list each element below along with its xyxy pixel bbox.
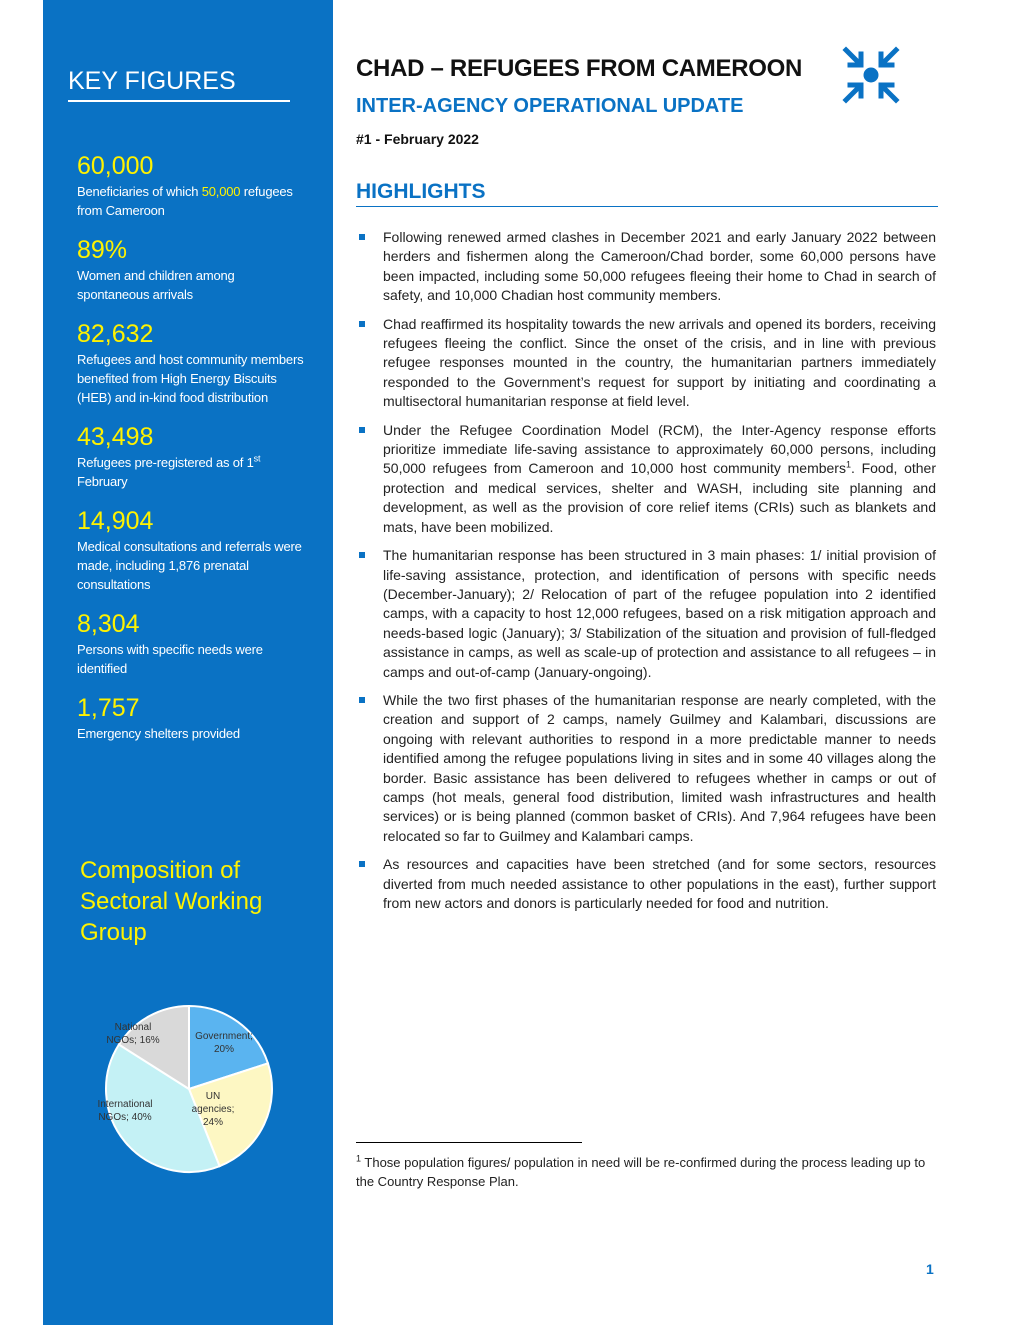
key-figures-list [77,150,307,757]
key-figure-value: 14,904 [77,507,154,535]
bullet-square-icon [359,697,365,703]
key-figure-value: 89% [77,236,128,264]
key-figure-item [77,505,307,594]
highlight-text: The humanitarian response has been structured in 3 main phases: 1/ initial provision of life-saving assistance, protection, and identification of persons with specific needs (December-January); 2/ Relocation of part of the refugee population into 2 identified camps, with a capacity to host 12,000 refugees, based on a risk mitigation approach and needs-based logic (January); 3/ Stabilization of the situation and provision of full-fledged assistance in camps, as well as scale-up of protection and assistance to all refugees – in camps and out-of-camp (January-ongoing). [383,547,936,680]
highlight-text: . Food, other protection and medical services, shelter and WASH, including site planning and development, as well as the provision of core relief items (CRIs) such as blankets and mats, have been mobilized. [383,460,936,535]
footnote-text: Those population figures/ population in need will be re-confirmed during the process leading up to the Country Response Plan. [356,1155,926,1189]
highlights-list [356,228,936,922]
key-figure-value: 60,000 [77,152,154,180]
page-subtitle: INTER-AGENCY OPERATIONAL UPDATE [356,95,744,117]
bullet-square-icon [359,861,365,867]
highlight-text: Chad reaffirmed its hospitality towards the new arrivals and opened its borders, receiving refugees fleeing the conflict. Since the onset of the crisis, and in line with previous refugee responses mounted in the country, the humanitarian partners immediately responded to the Government’s request for support by initiating and coordinating a multisectoral humanitarian response at field level. [383,315,936,410]
key-figure-description-text: Refugees pre-registered as of 1 [77,455,254,470]
pie-data-label-line: Government; [195,1031,253,1042]
key-figure-description [77,724,307,743]
footnote-divider [356,1142,582,1143]
key-figure-description-text: Persons with specific needs were identified [77,642,263,676]
key-figure-value: 43,498 [77,423,154,451]
key-figure-description [77,453,307,491]
pie-data-label-line: International [97,1099,153,1110]
key-figure-item [77,692,307,743]
key-figure-value: 1,757 [77,694,140,722]
bullet-square-icon [359,321,365,327]
key-figure-item [77,234,307,304]
key-figure-description-text: refugees from Cameroon [77,184,293,218]
bullet-square-icon [359,234,365,240]
key-figure-description-text: Refugees and host community members benefited from High Energy Biscuits (HEB) and in-kind food distribution [77,352,304,405]
key-figure-description-text: Medical consultations and referrals were made, including 1,876 prenatal consultations [77,539,302,592]
footnote [356,1153,926,1191]
pie-data-label-line: 24% [202,1117,224,1128]
key-figure-item [77,608,307,678]
composition-title: Composition of Sectoral Working Group [80,857,263,946]
page-number: 1 [926,1261,934,1277]
key-figure-description-text: Emergency shelters provided [77,726,240,741]
footnote-reference: 1 [845,459,851,470]
footnote-marker: 1 [356,1153,362,1164]
pie-chart-svg [81,1003,297,1183]
key-figure-description-text: February [77,474,128,489]
bullet-square-icon [359,427,365,433]
pie-data-label-line: 20% [213,1044,235,1055]
key-figure-description-text: Beneficiaries of which [77,184,202,199]
highlight-item [356,228,936,306]
key-figure-item [77,421,307,491]
key-figure-item [77,318,307,407]
key-figure-description [77,182,307,220]
key-figure-description [77,640,307,678]
key-figure-highlight: 50,000 [201,184,241,199]
pie-data-label-line: NGOs; 16% [106,1035,160,1046]
key-figure-value: 82,632 [77,320,154,348]
composition-pie-chart [81,1003,297,1188]
highlight-item [356,546,936,682]
key-figure-description [77,266,307,304]
highlight-text: Following renewed armed clashes in December 2021 and early January 2022 between herders and fishermen along the Cameroon/Chad border, some 60,000 persons have been impacted, including some 50,000 refugees fleeing their home to Chad in search of safety, and 10,000 Chadian host community members. [383,229,936,304]
highlight-item [356,421,936,537]
highlight-text: Under the Refugee Coordination Model (RCM), the Inter-Agency response efforts prioritize immediate life-saving assistance to approximately 60,000 persons, including 50,000 refugees from Cameroon and 10,000 host community members [383,421,936,477]
highlight-item [356,855,936,913]
key-figure-superscript: st [253,453,261,464]
key-figure-description [77,537,307,594]
key-figure-item [77,150,307,220]
highlight-item [356,315,936,412]
key-figures-title: KEY FIGURES [68,67,290,102]
key-figure-description [77,350,307,407]
highlight-text: While the two first phases of the humanitarian response are nearly completed, with the creation and support of 2 camps, namely Guilmey and Kalambari, discussions are ongoing with relevant authorities to respond in a more predictable manner to needs identified among the refugee populations living in sites and in some 40 villages along the border. Basic assistance has been delivered to refugees whether in camps or out of camps (hot meals, general food distribution, limited wash infrastructures and health services) or is being planned (common basket of CRIs). And 7,964 refugees have been relocated so far to Guilmey and Kalambari camps. [383,691,936,844]
pie-data-label-line: NGOs; 40% [98,1112,152,1123]
arrows-converging-icon [838,42,904,108]
issue-label: #1 - February 2022 [356,131,479,147]
highlight-text: As resources and capacities have been stretched (and for some sectors, resources diverted from much needed assistance to other populations in the east), further support from new actors and donors is particularly needed for food and nutrition. [383,856,936,911]
page-title: CHAD – REFUGEES FROM CAMEROON [356,55,802,82]
pie-data-label-line: National [114,1022,152,1033]
pie-data-label-line: UN [205,1091,221,1102]
key-figures-sidebar [43,0,333,1325]
highlight-item [356,691,936,846]
pie-data-label-line: agencies; [191,1104,235,1115]
highlights-heading: HIGHLIGHTS [356,180,938,207]
bullet-square-icon [359,552,365,558]
key-figure-value: 8,304 [77,610,140,638]
key-figure-description-text: Women and children among spontaneous arrivals [77,268,235,302]
